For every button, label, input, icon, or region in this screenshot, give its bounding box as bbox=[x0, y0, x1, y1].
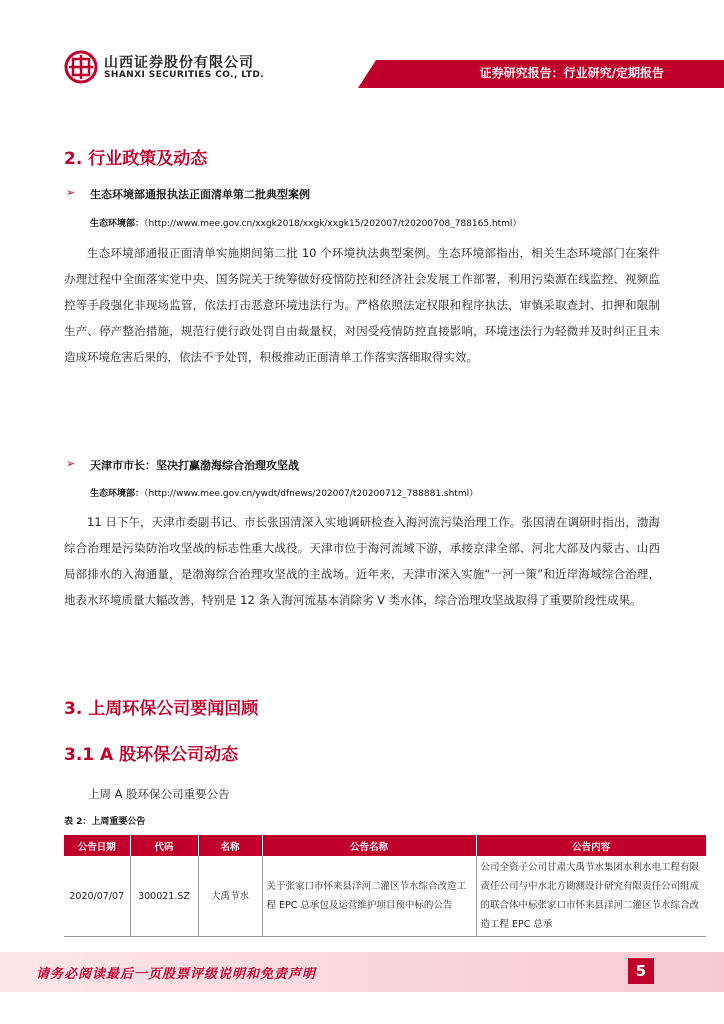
section-3-heading: 3. 上周环保公司要闻回顾 bbox=[64, 699, 259, 719]
policy-item-paragraph: 生态环境部通报正面清单实施期间第二批 10 个环境执法典型案例。生态环境部指出，相关生态环境部门在案件办理过程中全面落实党中央、国务院关于统筹做好疫情防控和经济社会发展工作部署，利用污染源在线监控、视频监控等手段强化非现场监管，依法打击恶意环境违法行为。严格依照法定权限和程序执法，审慎采取查封、扣押和限制生产、停产整治措施，规范行使行政处罚自由裁量权，对因受疫情防控直接影响，环境违法行为轻微并及时纠正且未造成环境危害后果的，依法不予处罚，积极推动正面清单工作落实落细取得实效。 bbox=[64, 246, 660, 364]
section-intro: 上周 A 股环保公司重要公告 bbox=[88, 787, 230, 801]
source-label: 生态环境部： bbox=[90, 489, 145, 499]
header-content: 公告内容 bbox=[476, 835, 706, 856]
source-url: （http://www.mee.gov.cn/ywdt/dfnews/202007/t20200712_788881.shtml） bbox=[144, 489, 479, 499]
table-header-row bbox=[64, 835, 706, 856]
page-header bbox=[0, 0, 724, 108]
announcement-table bbox=[64, 835, 706, 937]
cell-title: 关于张家口市怀来县洋河二灌区节水综合改造工程 EPC 总承包及运营维护项目预中标的公告 bbox=[262, 856, 476, 937]
policy-item-title: 生态环境部通报执法正面清单第二批典型案例 bbox=[90, 188, 310, 201]
cell-content: 公司全资子公司甘肃大禹节水集团水利水电工程有限责任公司与中水北方勘测设计研究有限责任公司组成的联合体中标张家口市怀来县洋河二灌区节水综合改造工程 EPC 总承 bbox=[476, 856, 706, 937]
header-title: 公告名称 bbox=[262, 835, 476, 856]
source-url: （http://www.mee.gov.cn/xxgk2018/xxgk/xxgk15/202007/t20200708_788165.html） bbox=[144, 219, 522, 229]
header-name: 名称 bbox=[198, 835, 262, 856]
company-name-cn: 山西证券股份有限公司 bbox=[104, 55, 254, 71]
section-2-heading: 2. 行业政策及动态 bbox=[64, 149, 208, 169]
table-caption: 表 2：上周重要公告 bbox=[64, 817, 146, 827]
report-type-label: 证券研究报告：行业研究/定期报告 bbox=[479, 66, 664, 80]
bullet-arrow-icon: ➢ bbox=[66, 457, 76, 470]
policy-item-paragraph: 11 日下午，天津市委副书记、市长张国清深入实地调研检查入海河流污染治理工作。张国清在调研时指出，渤海综合治理是污染防治攻坚战的标志性重大战役。天津市位于海河流域下游，承接京津全部、河北大部及内蒙古、山西局部排水的入海通量，是渤海综合治理攻坚战的主战场。近年来，天津市深入实施“一河一策”和近岸海域综合治理，地表水环境质量大幅改善，特别是 12 条入海河流基本消除劣 V 类水体，综合治理攻坚战取得了重要阶段性成果。 bbox=[64, 515, 660, 607]
table-row bbox=[64, 856, 706, 937]
policy-item-source bbox=[90, 216, 521, 229]
bullet-arrow-icon: ➢ bbox=[66, 186, 76, 199]
cell-date: 2020/07/07 bbox=[64, 856, 130, 937]
header-code: 代码 bbox=[130, 835, 198, 856]
shanxi-securities-logo-icon bbox=[64, 50, 98, 84]
policy-item-title: 天津市市长：坚决打赢渤海综合治理攻坚战 bbox=[90, 459, 299, 472]
source-label: 生态环境部： bbox=[90, 219, 145, 229]
company-name-en: SHANXI SECURITIES CO., LTD. bbox=[104, 70, 265, 80]
header-date: 公告日期 bbox=[64, 835, 130, 856]
page-number: 5 bbox=[628, 958, 654, 984]
policy-item-source bbox=[90, 486, 478, 499]
cell-code: 300021.SZ bbox=[130, 856, 198, 937]
footer-disclaimer: 请务必阅读最后一页股票评级说明和免责声明 bbox=[36, 967, 317, 982]
cell-name: 大禹节水 bbox=[198, 856, 262, 937]
section-3-1-heading: 3.1 A 股环保公司动态 bbox=[64, 745, 239, 765]
